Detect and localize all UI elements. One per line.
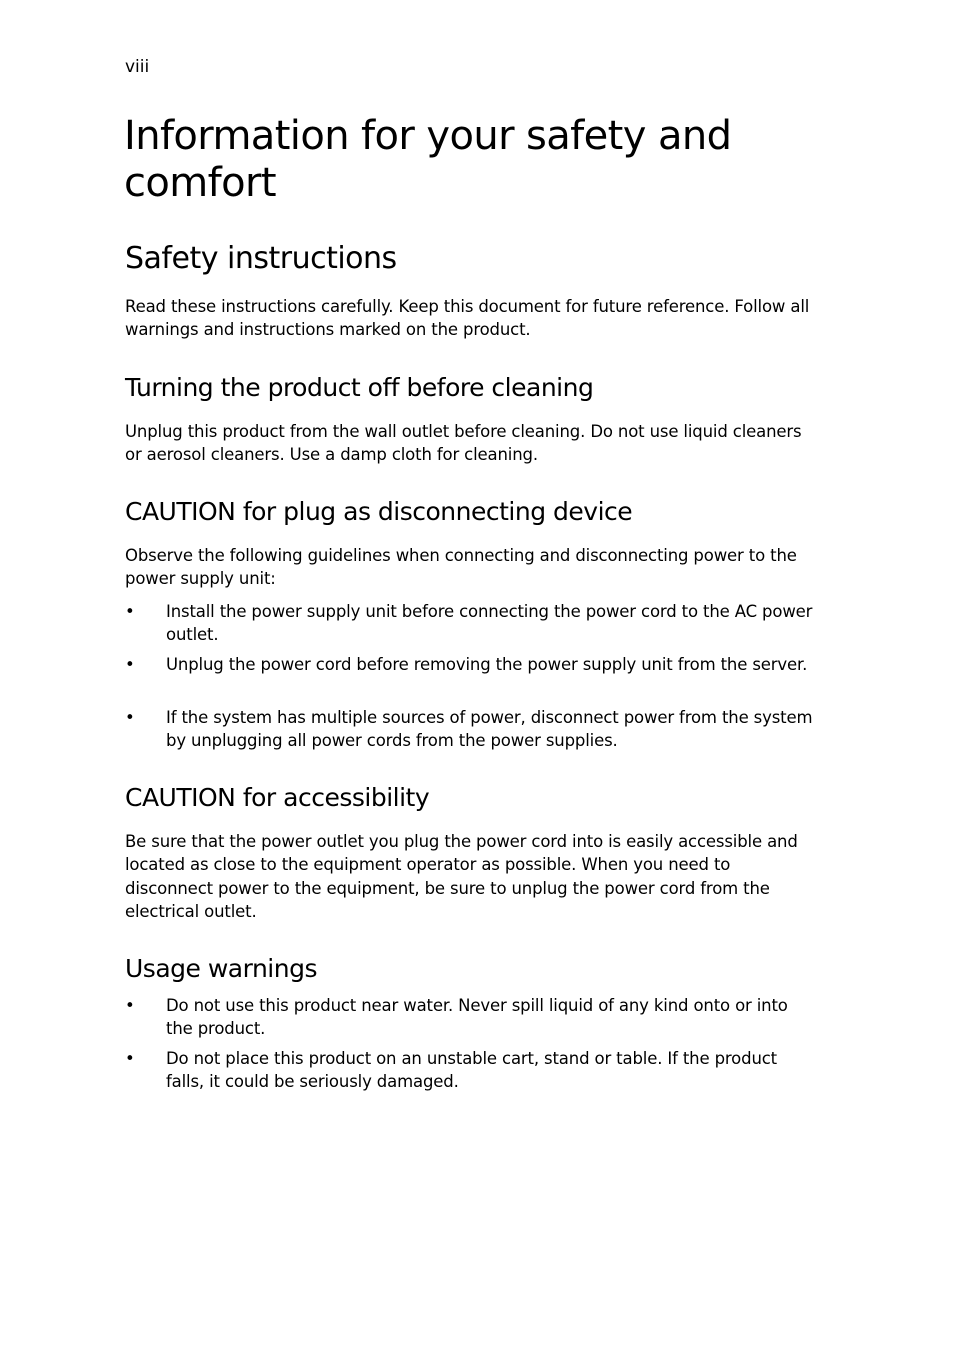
accessibility-paragraph: Be sure that the power outlet you plug the power cord into is easily accessible and located as close to the equipment operator as possible. When you need to disconnect power to the equipment, be sure to unplug the power cord from the electrical outlet. bbox=[125, 832, 798, 921]
section-heading-safety: Safety instructions bbox=[125, 241, 397, 276]
section-heading-cleaning: Turning the product off before cleaning bbox=[125, 373, 594, 402]
plug-paragraph: Observe the following guidelines when connecting and disconnecting power to the power supply unit: bbox=[125, 546, 797, 589]
list-item-text: Unplug the power cord before removing the power supply unit from the server. bbox=[166, 655, 808, 674]
bullet-marker: • bbox=[125, 1049, 135, 1068]
list-item-text: If the system has multiple sources of power, disconnect power from the system by unplugging all power cords from the power supplies. bbox=[166, 708, 813, 751]
cleaning-paragraph: Unplug this product from the wall outlet before cleaning. Do not use liquid cleaners or aerosol cleaners. Use a damp cloth for cleaning. bbox=[125, 422, 802, 465]
bullet-marker: • bbox=[125, 655, 135, 674]
bullet-marker: • bbox=[125, 708, 135, 727]
section-heading-plug: CAUTION for plug as disconnecting device bbox=[125, 497, 633, 526]
bullet-marker: • bbox=[125, 996, 135, 1015]
safety-paragraph: Read these instructions carefully. Keep this document for future reference. Follow all warnings and instructions marked on the product. bbox=[125, 297, 810, 340]
page-number: viii bbox=[125, 57, 150, 77]
page-title: Information for your safety and comfort bbox=[124, 113, 732, 206]
section-heading-accessibility: CAUTION for accessibility bbox=[125, 783, 430, 812]
section-heading-usage: Usage warnings bbox=[125, 954, 317, 983]
bullet-marker: • bbox=[125, 602, 135, 621]
list-item-text: Install the power supply unit before connecting the power cord to the AC power outlet. bbox=[166, 602, 813, 645]
list-item-text: Do not place this product on an unstable cart, stand or table. If the product falls, it could be seriously damaged. bbox=[166, 1049, 778, 1092]
list-item-text: Do not use this product near water. Never spill liquid of any kind onto or into the product. bbox=[166, 996, 788, 1039]
